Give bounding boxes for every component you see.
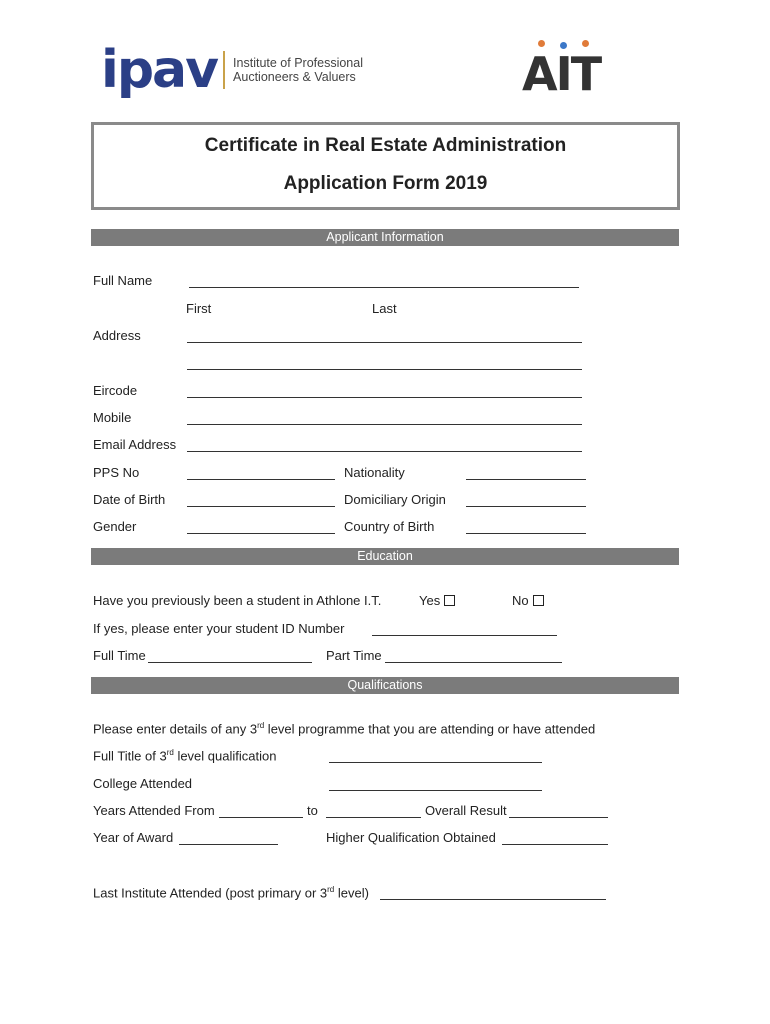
last-name-caption: Last: [372, 301, 397, 316]
college-field[interactable]: [329, 790, 542, 791]
address-field-line1[interactable]: [187, 342, 582, 343]
years-from-label: Years Attended From: [93, 803, 215, 818]
ait-logo-dot: [582, 40, 589, 47]
gender-field[interactable]: [187, 533, 335, 534]
address-label: Address: [93, 328, 141, 343]
pps-field[interactable]: [187, 479, 335, 480]
address-field-line2[interactable]: [187, 369, 582, 370]
title-box: [91, 122, 680, 210]
part-time-field[interactable]: [385, 662, 562, 663]
section-bar-qualifications: Qualifications: [91, 677, 679, 694]
ipav-logo-divider: [223, 51, 225, 89]
last-institute-field[interactable]: [380, 899, 606, 900]
year-award-label: Year of Award: [93, 830, 174, 845]
yes-checkbox[interactable]: [444, 595, 455, 606]
full-time-field[interactable]: [148, 662, 312, 663]
qualifications-intro: Please enter details of any 3rd level programme that you are attending or have attended: [93, 721, 596, 737]
yes-option[interactable]: [419, 593, 455, 608]
ait-logo-dot: [538, 40, 545, 47]
country-birth-label: Country of Birth: [344, 519, 435, 534]
mobile-label: Mobile: [93, 410, 132, 425]
ipav-logo-text: [233, 56, 363, 84]
years-from-field[interactable]: [219, 817, 303, 818]
no-option[interactable]: [512, 593, 544, 608]
full-title-field[interactable]: [329, 762, 542, 763]
full-name-label: Full Name: [93, 273, 153, 288]
full-time-label: Full Time: [93, 648, 146, 663]
year-award-field[interactable]: [179, 844, 278, 845]
full-title-label: Full Title of 3rd level qualification: [93, 748, 277, 764]
no-label: No: [512, 593, 529, 608]
form-title: Certificate in Real Estate Administration: [204, 135, 567, 156]
gender-label: Gender: [93, 519, 137, 534]
higher-qualification-label: Higher Qualification Obtained: [326, 830, 496, 845]
section-bar-education: Education: [91, 548, 679, 565]
student-id-field[interactable]: [372, 635, 557, 636]
email-label: Email Address: [93, 437, 177, 452]
full-name-field[interactable]: [189, 287, 579, 288]
country-birth-field[interactable]: [466, 533, 586, 534]
ipav-logo: [101, 40, 363, 100]
ipav-logo-line2: Auctioneers & Valuers: [233, 70, 356, 84]
last-institute-label: Last Institute Attended (post primary or 3rd level): [93, 885, 369, 901]
years-to-label: to: [307, 803, 318, 818]
previous-student-question: Have you previously been a student in Athlone I.T.: [93, 593, 382, 608]
domiciliary-field[interactable]: [466, 506, 586, 507]
years-to-field[interactable]: [326, 817, 421, 818]
form-subtitle: Application Form 2019: [283, 173, 488, 194]
email-field[interactable]: [187, 451, 582, 452]
nationality-field[interactable]: [466, 479, 586, 480]
eircode-label: Eircode: [93, 383, 138, 398]
dob-field[interactable]: [187, 506, 335, 507]
part-time-label: Part Time: [326, 648, 382, 663]
first-name-caption: First: [186, 301, 212, 316]
ait-logo-word: AIT: [522, 47, 601, 101]
college-label: College Attended: [93, 776, 193, 791]
dob-label: Date of Birth: [93, 492, 166, 507]
yes-label: Yes: [419, 593, 441, 608]
domiciliary-label: Domiciliary Origin: [344, 492, 446, 507]
ipav-logo-word: ipav: [101, 40, 218, 100]
section-bar-applicant: Applicant Information: [91, 229, 679, 246]
no-checkbox[interactable]: [533, 595, 544, 606]
student-id-label: If yes, please enter your student ID Number: [93, 621, 345, 636]
overall-result-label: Overall Result: [425, 803, 507, 818]
ipav-logo-line1: Institute of Professional: [233, 56, 363, 70]
pps-label: PPS No: [93, 465, 140, 480]
higher-qualification-field[interactable]: [502, 844, 608, 845]
mobile-field[interactable]: [187, 424, 582, 425]
nationality-label: Nationality: [344, 465, 405, 480]
overall-result-field[interactable]: [509, 817, 608, 818]
eircode-field[interactable]: [187, 397, 582, 398]
ait-logo: [520, 40, 616, 100]
